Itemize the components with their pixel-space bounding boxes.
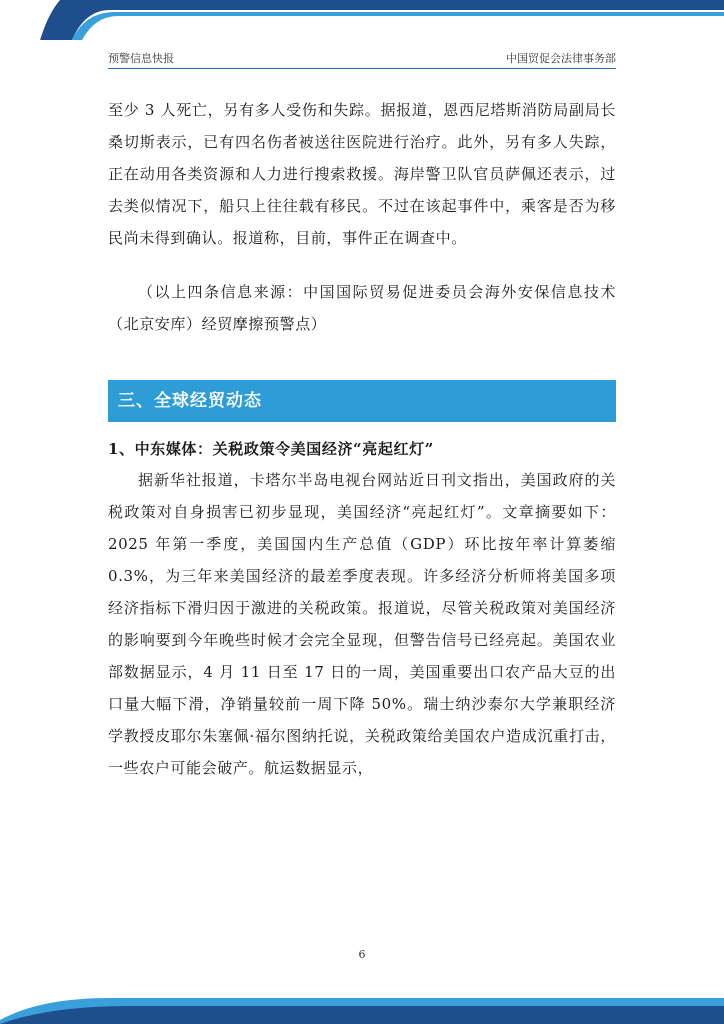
page-number: 6 <box>358 948 366 961</box>
header-divider <box>108 68 616 69</box>
page-header <box>108 50 616 70</box>
bottom-decoration-band <box>0 992 724 1024</box>
header-department: 中国贸促会法律事务部 <box>506 52 616 65</box>
continuation-paragraph: 至少 3 人死亡，另有多人受伤和失踪。据报道，恩西尼塔斯消防局副局长桑切斯表示，已有四名伤者被送往医院进行治疗。此外，另有多人失踪，正在动用各类资源和人力进行搜索救援。海岸警卫队官员萨佩还表示，过去类似情况下，船只上往往载有移民。不过在该起事件中，乘客是否为移民尚未得到确认。报道称，目前，事件正在调查中。 <box>108 101 616 247</box>
section-heading: 三、全球经贸动态 <box>108 380 616 422</box>
article-paragraph: 据新华社报道，卡塔尔半岛电视台网站近日刊文指出，美国政府的关税政策对自身损害已初步显现，美国经济“亮起红灯”。文章摘要如下：2025 年第一季度，美国国内生产总值（GDP）环比按年率计算萎缩 0.3%，为三年来美国经济的最差季度表现。许多经济分析师将美国多项经济指标下滑归因于激进的关税政策。报道说，尽管关税政策对美国经济的影响要到今年晚些时候才会完全显现，但警告信号已经亮起。美国农业部数据显示，4 月 11 日至 17 日的一周，美国重要出口农产品大豆的出口量大幅下滑，净销量较前一周下降 50%。瑞士纳沙泰尔大学兼职经济学教授皮耶尔朱塞佩·福尔图纳托说，关税政策给美国农户造成沉重打击，一些农户可能会破产。航运数据显示， <box>108 471 616 777</box>
page-body <box>108 94 616 784</box>
article-title: 1、中东媒体：关税政策令美国经济“亮起红灯” <box>108 440 434 458</box>
header-publication-title: 预警信息快报 <box>108 52 174 65</box>
source-note: （以上四条信息来源：中国国际贸易促进委员会海外安保信息技术（北京安库）经贸摩擦预警点） <box>108 283 616 333</box>
top-decoration-band <box>0 0 724 40</box>
